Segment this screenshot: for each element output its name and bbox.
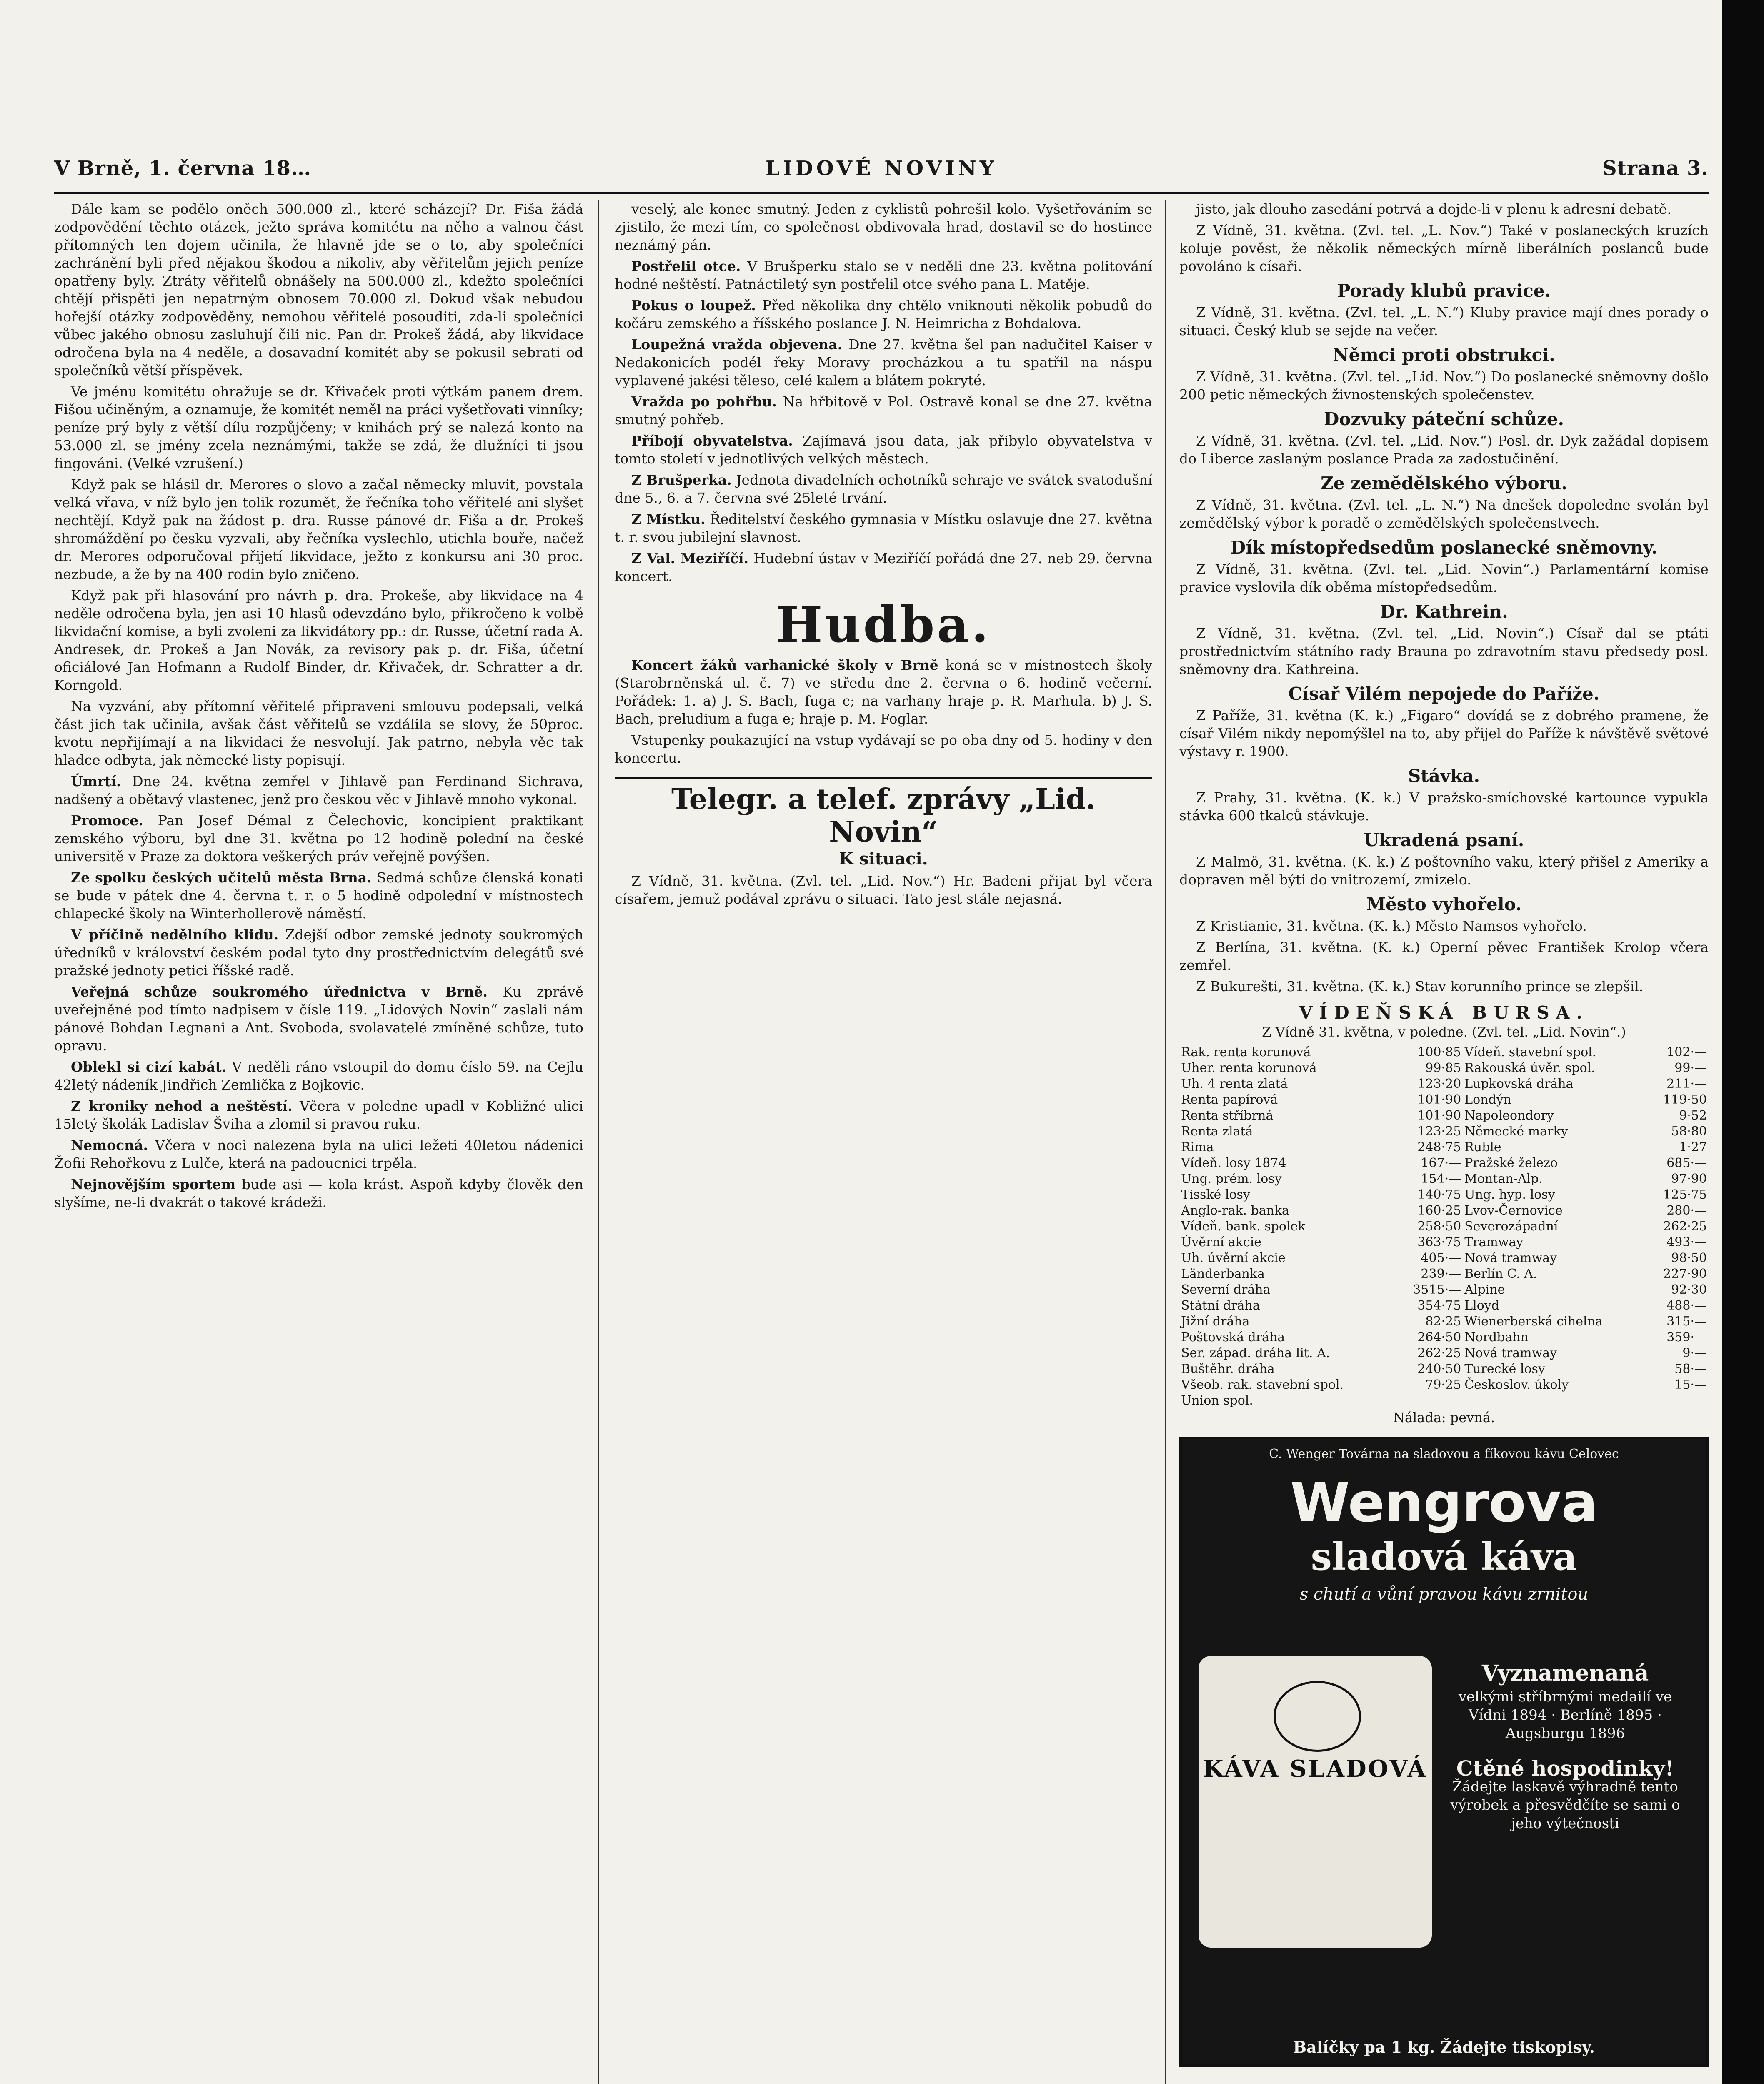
news-heading: Dozvuky páteční schůze. [1324, 409, 1564, 429]
scan-edge [1722, 0, 1764, 2084]
news-heading: Stávka. [1408, 766, 1480, 786]
news-item [54, 1136, 583, 1172]
stock-value: 262·25 [1417, 1346, 1461, 1360]
stock-value: 405·— [1421, 1251, 1461, 1265]
stock-name: Lupkovská dráha [1464, 1077, 1574, 1091]
ad-brand: Wengrova [1290, 1471, 1598, 1534]
news-heading: Veřejná schůze soukromého úřednictva v Brně. [71, 984, 488, 1000]
news-item [615, 432, 1152, 468]
stock-row [1179, 1155, 1709, 1171]
page-header [54, 154, 1709, 194]
stock-name: Berlín C. A. [1464, 1267, 1537, 1281]
column-divider [598, 200, 599, 2084]
stock-value: 264·50 [1417, 1330, 1461, 1345]
stock-name: Všeob. rak. stavební spol. [1181, 1378, 1344, 1392]
package-label: KÁVA SLADOVÁ [1203, 1755, 1427, 1783]
stock-value: 9·— [1682, 1346, 1707, 1360]
stock-name: Wienerberská cihelna [1464, 1314, 1603, 1329]
stock-name: Pražské železo [1464, 1156, 1558, 1170]
stock-value: 493·— [1666, 1235, 1707, 1250]
news-text: Zdejší odbor zemské jednoty soukromých úředníků v království českém podal tyto dny prostřednictvím delegátů své pražské jednoty petici říšské radě. [54, 927, 583, 979]
stock-row [1179, 1219, 1709, 1235]
stock-value: 92·30 [1671, 1282, 1707, 1297]
news-text: Z Vídně, 31. května. (Zvl. tel. „Lid. Novin“.) Parlamentární komise pravice vyslovila dík oběma místopředsedům. [1179, 561, 1709, 595]
news-text: Na hřbitově v Pol. Ostravě konal se dne 27. května smutný pohřeb. [615, 393, 1152, 428]
news-heading: Oblekl si cizí kabát. [71, 1059, 227, 1075]
stock-value: 359·— [1666, 1330, 1707, 1345]
news-item [615, 296, 1152, 332]
news-text: Hudební ústav v Meziříčí pořádá dne 27. neb 29. června koncert. [615, 550, 1152, 584]
stock-name: Jižní dráha [1181, 1314, 1250, 1329]
stock-name: Union spol. [1181, 1393, 1253, 1408]
ad-appeal-title: Ctěné hospodinky! [1456, 1756, 1674, 1781]
news-heading: Z Val. Meziříčí. [631, 550, 749, 566]
newspaper-page [54, 154, 1709, 2084]
stock-row [1179, 1377, 1709, 1393]
news-text: Z Prahy, 31. května. (K. k.) V pražsko-smíchovské kartounce vypukla stávka 600 tkalců stávkuje. [1179, 789, 1709, 824]
stock-name: Vídeň. bank. spolek [1181, 1219, 1306, 1234]
stock-value: 363·75 [1417, 1235, 1461, 1250]
news-heading: Nemocná. [71, 1137, 148, 1153]
news-heading: Ukradená psaní. [1364, 830, 1524, 850]
news-text: Včera v poledne upadl v Kobližné ulici 15letý školák Ladislav Šviha a zlomil si pravou ruku. [54, 1098, 583, 1132]
stock-row [1179, 1250, 1709, 1266]
news-text: koná se v místnostech školy (Starobrněnská ul. č. 7) ve středu dne 2. června o 6. hodině večerní. Pořádek: 1. a) J. S. Bach, fuga c; na varhany hraje p. R. Marhula. b) J. S. Bach, preludium a fuga e; hraje p. M. Foglar. [615, 657, 1152, 727]
news-item [615, 656, 1152, 728]
news-item [615, 336, 1152, 389]
stock-value: 82·25 [1425, 1314, 1461, 1329]
stock-name: Renta papírová [1181, 1092, 1278, 1107]
stock-value: 354·75 [1417, 1298, 1461, 1313]
article-paragraph: Ve jménu komitétu ohražuje se dr. Křivaček proti výtkám panem drem. Fišou učiněným, a oznamuje, že komitét neměl na práci vyšetřovati vinníky; peníze prý byly z větší dílu rozpůjčeny; v knihách prý se nalezá konto na 53.000 zl. se jmény zcela neznámými, takže se zdá, že dlužníci ti jsou fingováni. (Velké vzrušení.) [54, 383, 583, 471]
stock-value: 1·27 [1679, 1140, 1707, 1155]
news-heading: Město vyhořelo. [1366, 894, 1522, 914]
stock-name: Ung. hyp. losy [1464, 1187, 1555, 1202]
news-item [54, 772, 583, 808]
news-text: Ředitelství českého gymnasia v Místku oslavuje dne 27. května t. r. svou jubilejní slavnost. [615, 511, 1152, 545]
stock-value: 79·25 [1425, 1378, 1461, 1392]
stock-row [1179, 1045, 1709, 1060]
stock-name: Rak. renta korunová [1181, 1045, 1311, 1060]
stock-name: Lloyd [1464, 1298, 1499, 1313]
news-text: Z Vídně, 31. května. (Zvl. tel. „L. N.“) Kluby pravice mají dnes porady o situaci. Český klub se sejde na večer. [1179, 304, 1709, 338]
stock-exchange-subtitle: Z Vídně 31. května, v poledne. (Zvl. tel. „Lid. Novin“.) [1262, 1024, 1626, 1040]
stock-row [1179, 1076, 1709, 1092]
stock-value: 258·50 [1417, 1219, 1461, 1234]
ad-awards: velkými stříbrnými medailí ve Vídni 1894 · Berlíně 1895 · Augsburgu 1896 [1458, 1688, 1672, 1742]
stock-name: Českoslov. úkoly [1464, 1378, 1569, 1392]
stock-value [1647, 1393, 1709, 1409]
news-text: Před několika dny chtělo vniknouti několik pobudů do kočáru zemského a říšského poslance J. N. Heimricha z Bohdalova. [615, 297, 1152, 331]
news-text: Pan Josef Démal z Čelechovic, koncipient praktikant zemského výboru, byl dne 31. května po 12 hodině polední na české universitě v Praze za doktora veškerých práv veřejně povýšen. [54, 812, 583, 864]
news-text: Z Vídně, 31. května. (Zvl. tel. „Lid. Novin“.) Císař dal se ptáti prostřednictvím státního rady Brauna po zdravotním stavu předsedy posl. sněmovny dra. Kathreina. [1179, 625, 1709, 677]
stock-name: Rakouská úvěr. spol. [1464, 1061, 1595, 1075]
news-item [615, 510, 1152, 546]
stock-value: 15·— [1674, 1378, 1707, 1392]
news-item [54, 1175, 583, 1211]
news-heading: Pokus o loupež. [631, 297, 756, 313]
stock-row [1179, 1235, 1709, 1250]
ad-details [1449, 1661, 1682, 1833]
stock-row [1179, 1108, 1709, 1124]
column-2 [615, 200, 1152, 2084]
stock-name: Uh. 4 renta zlatá [1181, 1077, 1288, 1091]
article-paragraph: Z Vídně, 31. května. (Zvl. tel. „Lid. Nov.“) Hr. Badeni přijat byl včera císařem, jemuž podával zprávu o situaci. Tato jest stále nejasná. [615, 873, 1152, 907]
stock-row [1179, 1314, 1709, 1330]
stock-name: Vídeň. stavební spol. [1464, 1045, 1596, 1060]
stock-value: 280·— [1666, 1203, 1707, 1218]
news-text: Včera v noci nalezena byla na ulici ležeti 40letou nádenici Žofii Rehořkovu z Lulče, která na padoucnici trpěla. [54, 1137, 583, 1171]
stock-name: Vídeň. losy 1874 [1181, 1156, 1286, 1170]
stock-name: Tisské losy [1181, 1187, 1250, 1202]
news-item [615, 549, 1152, 585]
stock-value: 98·50 [1671, 1251, 1707, 1265]
stock-name: Německé marky [1464, 1124, 1568, 1139]
news-text: bude asi — kola krást. Aspoň kdyby člověk den slyšíme, ne-li dvakrát o takové krádeži. [54, 1176, 583, 1210]
news-text: Jednota divadelních ochotníků sehraje ve svátek svatodušní dne 5., 6. a 7. června své 25leté trvání. [615, 472, 1152, 506]
stock-row [1179, 1203, 1709, 1219]
stock-value: 101·90 [1417, 1108, 1461, 1123]
stock-value: 227·90 [1663, 1267, 1707, 1281]
stock-value: 100·85 [1417, 1045, 1461, 1060]
stock-value: 160·25 [1417, 1203, 1461, 1218]
news-text: V Brušperku stalo se v neděli dne 23. května politování hodné neštěstí. Patnáctiletý syn postřelil otce svého pana L. Matěje. [615, 258, 1152, 292]
stock-name: Nordbahn [1464, 1330, 1529, 1345]
stock-value: 99·— [1674, 1061, 1707, 1075]
news-heading: Dr. Kathrein. [1380, 601, 1508, 622]
stock-name: Tramway [1464, 1235, 1524, 1250]
stock-row [1179, 1140, 1709, 1155]
news-item [54, 926, 583, 979]
news-text: Ku zprávě uveřejněné pod tímto nadpisem v čísle 119. „Lidových Novin“ zaslali nám pánové Bohdan Legnani a Ant. Svoboda, svolavatelé zmíněné schůze, tuto opravu. [54, 984, 583, 1054]
section-subtitle: K situaci. [839, 849, 928, 869]
stock-name: Nová tramway [1464, 1346, 1557, 1360]
stock-exchange-title: VÍDEŇSKÁ BURSA. [1299, 1002, 1589, 1023]
stock-value: 123·20 [1417, 1077, 1461, 1091]
news-text: Z Vídně, 31. května. (Zvl. tel. „Lid. Nov.“) Posl. dr. Dyk zažádal dopisem do Liberce zaslaným poslance Prada za zadostučinění. [1179, 433, 1709, 467]
news-heading: Dík místopředsedům poslanecké sněmovny. [1230, 537, 1658, 558]
stock-name: Ser. západ. dráha lit. A. [1181, 1346, 1330, 1360]
stock-row [1179, 1393, 1709, 1409]
article-paragraph: Z Vídně, 31. května. (Zvl. tel. „L. Nov.“) Také v poslaneckých kruzích koluje pověst, že několik německých mírně liberálních poslanců bude povoláno k císaři. [1179, 222, 1709, 274]
article-paragraph: Dále kam se podělo oněch 500.000 zl., které scházejí? Dr. Fiša žádá zodpovědění těchto otázek, ježto správa komitétu na něho a valnou část přítomných ten dojem učinila, že hlavně jde se o to, aby společníci zachránění byli před nějakou škodou a nikoliv, aby věřitelům jejich peníze opatřeny byly. Ztráty věřitelů obnášely na 500.000 zl., kdežto společníci chtějí přispěti jen nepatrným obnosem 70.000 zl. Dokud však nebudou hořejší otázky zodpověděny, nemohou věřitelé posouditi, zda-li společníci vůbec jakého obnosu zasluhují čili nic. Pan dr. Prokeš žádá, aby likvidace odročena byla na 4 neděle, a dosavadní komitét aby se pokusil sebrati od společníků větší příspěvek. [54, 201, 583, 378]
ad-tagline: s chutí a vůní pravou kávu zrnitou [1299, 1585, 1589, 1604]
news-text: Dne 27. května šel pan nadučitel Kaiser v Nedakonicích podél řeky Moravy procházkou a tu spatřil na náspu vyplavené jakési těleso, celé kalem a blátem pokryté. [615, 336, 1152, 388]
news-item [54, 1058, 583, 1094]
stock-value: 58·80 [1671, 1124, 1707, 1139]
stock-name: Montan-Alp. [1464, 1172, 1543, 1186]
news-text: Sedmá schůze členská konati se bude v pátek dne 4. června t. r. o 5 hodině odpolední v místnostech chlapecké školy na Winterhollerově náměstí. [54, 869, 583, 922]
news-text: Z Vídně, 31. května. (Zvl. tel. „Lid. Nov.“) Do poslanecké sněmovny došlo 200 petic německých živnostenských společenstev. [1179, 368, 1709, 403]
column-1 [54, 200, 583, 2084]
stock-value: 119·50 [1663, 1092, 1707, 1107]
masthead: LIDOVÉ NOVINY [765, 157, 997, 180]
news-heading: Ze spolku českých učitelů města Brna. [71, 869, 372, 886]
header-date: V Brně, 1. června 18… [54, 157, 311, 180]
column-3 [1179, 200, 1709, 2084]
stock-name: Státní dráha [1181, 1298, 1260, 1313]
news-text: Z Malmö, 31. května. (K. k.) Z poštovního vaku, který přišel z Ameriky a dopraven měl býti do vnitrozemí, zmizelo. [1179, 854, 1709, 888]
stock-name: Napoleondory [1464, 1108, 1554, 1123]
stock-value: 211·— [1666, 1077, 1707, 1091]
article-paragraph: Když pak se hlásil dr. Merores o slovo a začal německy mluvit, povstala velká vřava, v níž bylo jen tolik rozumět, že řečníka toho věřitelé ani slyšet nechtějí. Když pak na žádost p. dra. Russe pánové dr. Fiša a dr. Prokeš shromáždění po česku vyzvali, aby řečníka vyslechlo, utichla bouře, načež dr. Merores odporučoval přijetí likvidace, ježto z konkursu ani 30 proc. nezbude, a že by na 400 rodin bylo zničeno. [54, 476, 583, 582]
stock-value: 248·75 [1417, 1140, 1461, 1155]
stock-row [1179, 1361, 1709, 1377]
stock-value: 167·— [1421, 1156, 1461, 1170]
news-heading: Z kroniky nehod a neštěstí. [71, 1098, 293, 1114]
stock-value: 3515·— [1413, 1282, 1461, 1297]
news-heading: Příbojí obyvatelstva. [631, 433, 793, 449]
news-heading: Úmrtí. [71, 773, 121, 789]
news-heading: Koncert žáků varhanické školy v Brně [631, 657, 938, 673]
news-item [54, 1097, 583, 1133]
news-heading: Z Místku. [631, 511, 706, 527]
stock-value: 9·52 [1679, 1108, 1707, 1123]
article-paragraph: Když pak při hlasování pro návrh p. dra. Prokeše, aby likvidace na 4 neděle odročena byla, jen asi 10 hlasů odevzdáno bylo, přikročeno k volbě likvidační komise, a byli zvoleni za likvidátory pp.: dr. Russe, účetní rada A. Andresek, dr. Prokeš a Jan Novák, za revisory pak p. dr. Fiša, účetní oficiálové Jan Hofmann a Rudolf Binder, dr. Křivaček, dr. Schratter a dr. Korngold. [54, 587, 583, 693]
article-paragraph: jisto, jak dlouho zasedání potrvá a dojde-li v plenu k adresní debatě. [1196, 201, 1671, 217]
section-title-telegraph: Telegr. a telef. zprávy „Lid. Novin“ [615, 777, 1152, 848]
news-text: Z Berlína, 31. května. (K. k.) Operní pěvec František Krolop včera zemřel. [1179, 939, 1709, 973]
page-number: Strana 3. [1602, 157, 1709, 180]
stock-row [1179, 1298, 1709, 1314]
news-text: Z Vídně, 31. května. (Zvl. tel. „L. N.“) Na dnešek dopoledne svolán byl zemědělský výbor k poradě o zemědělských společenstvech. [1179, 497, 1709, 531]
ad-appeal-text: Žádejte laskavě výhradně tento výrobek a přesvědčíte se sami o jeho výtečnosti [1450, 1778, 1680, 1832]
stock-row [1179, 1092, 1709, 1108]
stock-row [1179, 1266, 1709, 1282]
article-paragraph: Na vyzvání, aby přítomní věřitelé připraveni smlouvu podepsali, velká část jich tak učinila, avšak část věřitelů se vzdálila se slovy, že 50proc. kvotu nepřijímají a na likvidaci že nesvolují. Jak patrno, nebyla věc tak hladce odbyta, jak německé listy popisují. [54, 698, 583, 768]
news-heading: Ze zemědělského výboru. [1321, 473, 1567, 493]
stock-name: Alpine [1464, 1282, 1505, 1297]
news-item [54, 983, 583, 1055]
stock-row [1179, 1282, 1709, 1298]
stock-table [1179, 1045, 1709, 1409]
ad-company: C. Wenger Továrna na sladovou a fíkovou kávu Celovec [1269, 1447, 1619, 1461]
news-heading: Loupežná vražda objevena. [631, 336, 842, 353]
stock-name: Ung. prém. losy [1181, 1172, 1282, 1186]
news-heading: Postřelil otce. [631, 258, 741, 274]
stock-name: Severozápadní [1464, 1219, 1558, 1234]
section-title-music: Hudba. [776, 596, 991, 654]
stock-name: Länderbanka [1181, 1267, 1265, 1281]
news-heading: Promoce. [71, 812, 143, 829]
stock-value: 99·85 [1425, 1061, 1461, 1075]
news-text: V neděli ráno vstoupil do domu číslo 59. na Cejlu 42letý nádeník Jindřich Zemlička z Bojkovic. [54, 1059, 583, 1093]
stock-row [1179, 1124, 1709, 1140]
news-heading: Nejnovějším sportem [71, 1176, 236, 1192]
stock-name: Ruble [1464, 1140, 1501, 1155]
stock-value: 154·— [1421, 1172, 1461, 1186]
ad-footer: Balíčky pa 1 kg. Žádejte tiskopisy. [1293, 2038, 1595, 2056]
stock-name: Londýn [1464, 1092, 1511, 1107]
stock-value: 239·— [1421, 1267, 1461, 1281]
stock-name [1463, 1393, 1647, 1409]
news-text: Dne 24. května zemřel v Jihlavě pan Ferdinand Sichrava, nadšený a obětavý vlastenec, jenž pro českou věc v Jihlavě mnoho vykonal. [54, 773, 583, 807]
stock-name: Renta zlatá [1181, 1124, 1253, 1139]
stock-name: Úvěrní akcie [1181, 1235, 1261, 1250]
ad-product: sladová káva [1311, 1535, 1577, 1579]
stock-name: Nová tramway [1464, 1251, 1557, 1265]
news-heading: Němci proti obstrukci. [1333, 345, 1555, 365]
stock-row [1179, 1060, 1709, 1076]
stock-name: Lvov-Černovice [1464, 1203, 1563, 1218]
stock-name: Uh. úvěrní akcie [1181, 1251, 1286, 1265]
news-item [54, 812, 583, 865]
column-divider [1165, 200, 1166, 2084]
news-text: Zajímavá jsou data, jak přibylo obyvatelstva v tomto století v jednotlivých velkých městech. [615, 433, 1152, 467]
news-item [615, 393, 1152, 428]
stock-value: 101·90 [1417, 1092, 1461, 1107]
coffee-advertisement [1179, 1437, 1709, 2067]
stock-name: Turecké losy [1464, 1362, 1545, 1376]
stock-row [1179, 1171, 1709, 1187]
stock-value: 315·— [1666, 1314, 1707, 1329]
stock-value: 685·— [1666, 1156, 1707, 1170]
stock-value: 58·— [1674, 1362, 1707, 1376]
news-heading: Porady klubů pravice. [1337, 281, 1551, 301]
stock-row [1179, 1345, 1709, 1361]
stock-value: 123·25 [1417, 1124, 1461, 1139]
stock-name: Anglo-rak. banka [1181, 1203, 1289, 1218]
stock-row [1179, 1187, 1709, 1203]
news-item [615, 471, 1152, 507]
stock-value: 97·90 [1671, 1172, 1707, 1186]
stock-name: Uher. renta korunová [1181, 1061, 1317, 1075]
news-heading: Z Brušperka. [631, 472, 732, 488]
stock-name: Severní dráha [1181, 1282, 1271, 1297]
article-paragraph: veselý, ale konec smutný. Jeden z cyklistů pohrešil kolo. Vyšetřováním se zjistilo, že mezi tím, co společnost obdivovala hrad, dostavil se do hostince neznámý pán. [615, 201, 1152, 253]
stock-value: 102·— [1666, 1045, 1707, 1060]
stock-value: 488·— [1666, 1298, 1707, 1313]
stock-name: Poštovská dráha [1181, 1330, 1285, 1345]
news-text: Z Paříže, 31. května (K. k.) „Figaro“ dovídá se z dobrého pramene, že císař Vilém nikdy nepomýšlel na to, aby přijel do Paříže k návštěvě světové výstavy r. 1900. [1179, 707, 1709, 759]
article-paragraph: Vstupenky poukazující na vstup vydávají se po oba dny od 5. hodiny v den koncertu. [615, 732, 1152, 766]
news-item [54, 869, 583, 922]
seal-icon [1274, 1681, 1361, 1752]
coffee-package-illustration [1199, 1656, 1432, 1948]
news-text: Z Kristianie, 31. května. (K. k.) Město Namsos vyhořelo. [1196, 918, 1587, 934]
news-heading: V příčině nedělního klidu. [71, 927, 279, 943]
stock-value: 125·75 [1663, 1187, 1707, 1202]
stock-value [1396, 1393, 1463, 1409]
stock-mood: Nálada: pevná. [1393, 1410, 1495, 1425]
stock-name: Renta stříbrná [1181, 1108, 1274, 1123]
stock-row [1179, 1330, 1709, 1345]
stock-value: 240·50 [1417, 1362, 1461, 1376]
news-heading: Vražda po pohřbu. [631, 393, 777, 410]
ad-award-title: Vyznamenaná [1481, 1661, 1649, 1686]
stock-name: Buštěhr. dráha [1181, 1362, 1275, 1376]
news-item [615, 257, 1152, 293]
news-heading: Císař Vilém nepojede do Paříže. [1288, 684, 1600, 704]
news-text: Z Bukurešti, 31. května. (K. k.) Stav korunního prince se zlepšil. [1196, 978, 1644, 994]
stock-name: Rima [1181, 1140, 1214, 1155]
stock-value: 140·75 [1417, 1187, 1461, 1202]
stock-value: 262·25 [1663, 1219, 1707, 1234]
